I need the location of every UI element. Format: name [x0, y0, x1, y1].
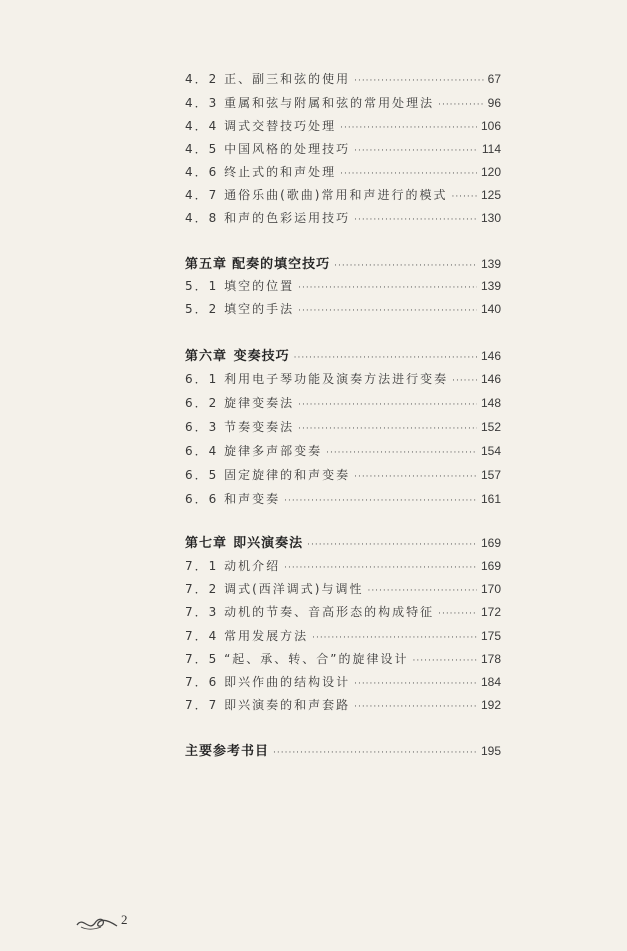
toc-entry-label: 4．8 和声的色彩运用技巧: [185, 211, 351, 225]
toc-entry-page: 114: [481, 142, 501, 156]
toc-leader-dots: [298, 283, 477, 293]
chapter-title: 即兴演奏法: [233, 536, 304, 551]
toc-entry[interactable]: [185, 603, 501, 620]
toc-leader-dots: [284, 496, 477, 506]
toc-entry-label: 7．6 即兴作曲的结构设计: [185, 675, 351, 689]
toc-entry[interactable]: [185, 673, 501, 690]
toc-entry-page: 148: [480, 396, 501, 410]
toc-entry-page: 152: [480, 420, 501, 434]
toc-leader-dots: [367, 586, 477, 596]
toc-entry-page: 146: [480, 372, 501, 386]
toc-entry-page: 184: [480, 675, 501, 689]
toc-entry-page: 106: [480, 119, 501, 133]
toc-entry-label: 4．5 中国风格的处理技巧: [185, 142, 351, 156]
toc-leader-dots: [298, 424, 477, 434]
toc-chapter-7[interactable]: [185, 532, 501, 551]
toc-entry-label: 6．5 固定旋律的和声变奏: [185, 468, 351, 482]
toc-entry[interactable]: [185, 442, 501, 459]
toc-leader-dots: [326, 448, 477, 458]
toc-entry[interactable]: [185, 466, 501, 483]
toc-entry-page: 195: [480, 744, 501, 758]
chapter-title: 配奏的填空技巧: [232, 257, 331, 272]
toc-leader-dots: [354, 76, 484, 86]
chapter-title: 变奏技巧: [233, 349, 290, 364]
toc-entry[interactable]: [185, 627, 501, 644]
toc-entry[interactable]: [185, 163, 501, 180]
toc-entry-label: 6．6 和声变奏: [185, 492, 281, 506]
toc-entry[interactable]: [185, 277, 501, 294]
chapter-number: 第六章: [185, 349, 228, 364]
toc-entry-label: 6．3 节奏变奏法: [185, 420, 295, 434]
chapter-number: 第五章: [185, 257, 228, 272]
page-number: 2: [121, 912, 128, 927]
toc-entry-label: 4．6 终止式的和声处理: [185, 165, 337, 179]
toc-entry-page: 125: [480, 188, 501, 202]
toc-entry-page: 169: [480, 559, 501, 573]
toc-leader-dots: [312, 633, 477, 643]
toc-leader-dots: [413, 656, 477, 666]
toc-entry-page: 169: [480, 536, 501, 550]
toc-entry-page: 170: [480, 582, 501, 596]
toc-entry-label: 5．1 填空的位置: [185, 279, 295, 293]
toc-entry[interactable]: [185, 300, 501, 317]
toc-leader-dots: [354, 472, 477, 482]
toc-leader-dots: [334, 261, 477, 271]
toc-entry-page: 96: [487, 96, 501, 110]
toc-entry-page: 175: [480, 629, 501, 643]
toc-entry-label: 7．1 动机介绍: [185, 559, 281, 573]
toc-entry-label: 4．4 调式交替技巧处理: [185, 119, 337, 133]
toc-leader-dots: [438, 100, 484, 110]
toc-leader-dots: [452, 376, 477, 386]
toc-entry[interactable]: [185, 650, 501, 667]
chapter-number: 第七章: [185, 536, 228, 551]
toc-entry-page: 146: [480, 349, 501, 363]
toc-leader-dots: [273, 748, 477, 758]
toc-entry-page: 157: [480, 468, 501, 482]
toc-entry-page: 130: [480, 211, 501, 225]
toc-entry-page: 139: [480, 279, 501, 293]
toc-leader-dots: [354, 215, 477, 225]
toc-entry[interactable]: [185, 186, 501, 203]
toc-entry-page: 161: [480, 492, 501, 506]
toc-chapter-6[interactable]: [185, 345, 501, 364]
toc-entry-label: 7．5 “起、承、转、合”的旋律设计: [185, 652, 409, 666]
toc-entry-page: 140: [480, 302, 501, 316]
toc-leader-dots: [298, 400, 477, 410]
toc-leader-dots: [438, 609, 477, 619]
toc-entry-label: 6．2 旋律变奏法: [185, 396, 295, 410]
toc-entry[interactable]: [185, 140, 501, 157]
toc-entry[interactable]: [185, 370, 501, 387]
toc-leader-dots: [284, 563, 477, 573]
toc-entry[interactable]: [185, 117, 501, 134]
toc-entry-page: 67: [487, 72, 501, 86]
toc-entry-page: 192: [480, 698, 501, 712]
toc-entry[interactable]: [185, 209, 501, 226]
toc-entry-page: 154: [480, 444, 501, 458]
flourish-ornament-icon: [75, 910, 119, 932]
toc-bibliography[interactable]: [185, 740, 501, 759]
toc-entry-page: 139: [480, 257, 501, 271]
toc-entry-label: 7．7 即兴演奏的和声套路: [185, 698, 351, 712]
toc-entry-label: 4．2 正、副三和弦的使用: [185, 72, 351, 86]
toc-entry[interactable]: [185, 490, 501, 507]
toc-entry[interactable]: [185, 696, 501, 713]
toc-entry-page: 120: [480, 165, 501, 179]
toc-leader-dots: [298, 306, 477, 316]
toc-leader-dots: [340, 123, 477, 133]
toc-entry-page: 172: [480, 605, 501, 619]
toc-leader-dots: [294, 353, 477, 363]
toc-leader-dots: [340, 169, 477, 179]
toc-entry-label: 4．7 通俗乐曲(歌曲)常用和声进行的模式: [185, 188, 448, 202]
toc-leader-dots: [307, 540, 477, 550]
toc-entry-label: 7．4 常用发展方法: [185, 629, 309, 643]
toc-entry[interactable]: [185, 394, 501, 411]
toc-entry-label: 6．4 旋律多声部变奏: [185, 444, 323, 458]
toc-entry-label: 4．3 重属和弦与附属和弦的常用处理法: [185, 96, 435, 110]
toc-leader-dots: [451, 192, 477, 202]
toc-entry-label: 5．2 填空的手法: [185, 302, 295, 316]
toc-entry-label: 7．2 调式(西洋调式)与调性: [185, 582, 364, 596]
bibliography-title: 主要参考书目: [185, 744, 270, 759]
page-footer: [75, 910, 128, 932]
toc-entry-label: 6．1 利用电子琴功能及演奏方法进行变奏: [185, 372, 449, 386]
toc-chapter-5[interactable]: [185, 253, 501, 272]
toc-entry[interactable]: [185, 580, 501, 597]
toc-entry-page: 178: [480, 652, 501, 666]
toc-entry[interactable]: [185, 94, 501, 111]
toc-entry[interactable]: [185, 70, 501, 87]
toc-leader-dots: [354, 702, 477, 712]
toc-entry[interactable]: [185, 557, 501, 574]
toc-leader-dots: [354, 146, 478, 156]
toc-entry[interactable]: [185, 418, 501, 435]
toc-leader-dots: [354, 679, 477, 689]
toc-entry-label: 7．3 动机的节奏、音高形态的构成特征: [185, 605, 435, 619]
